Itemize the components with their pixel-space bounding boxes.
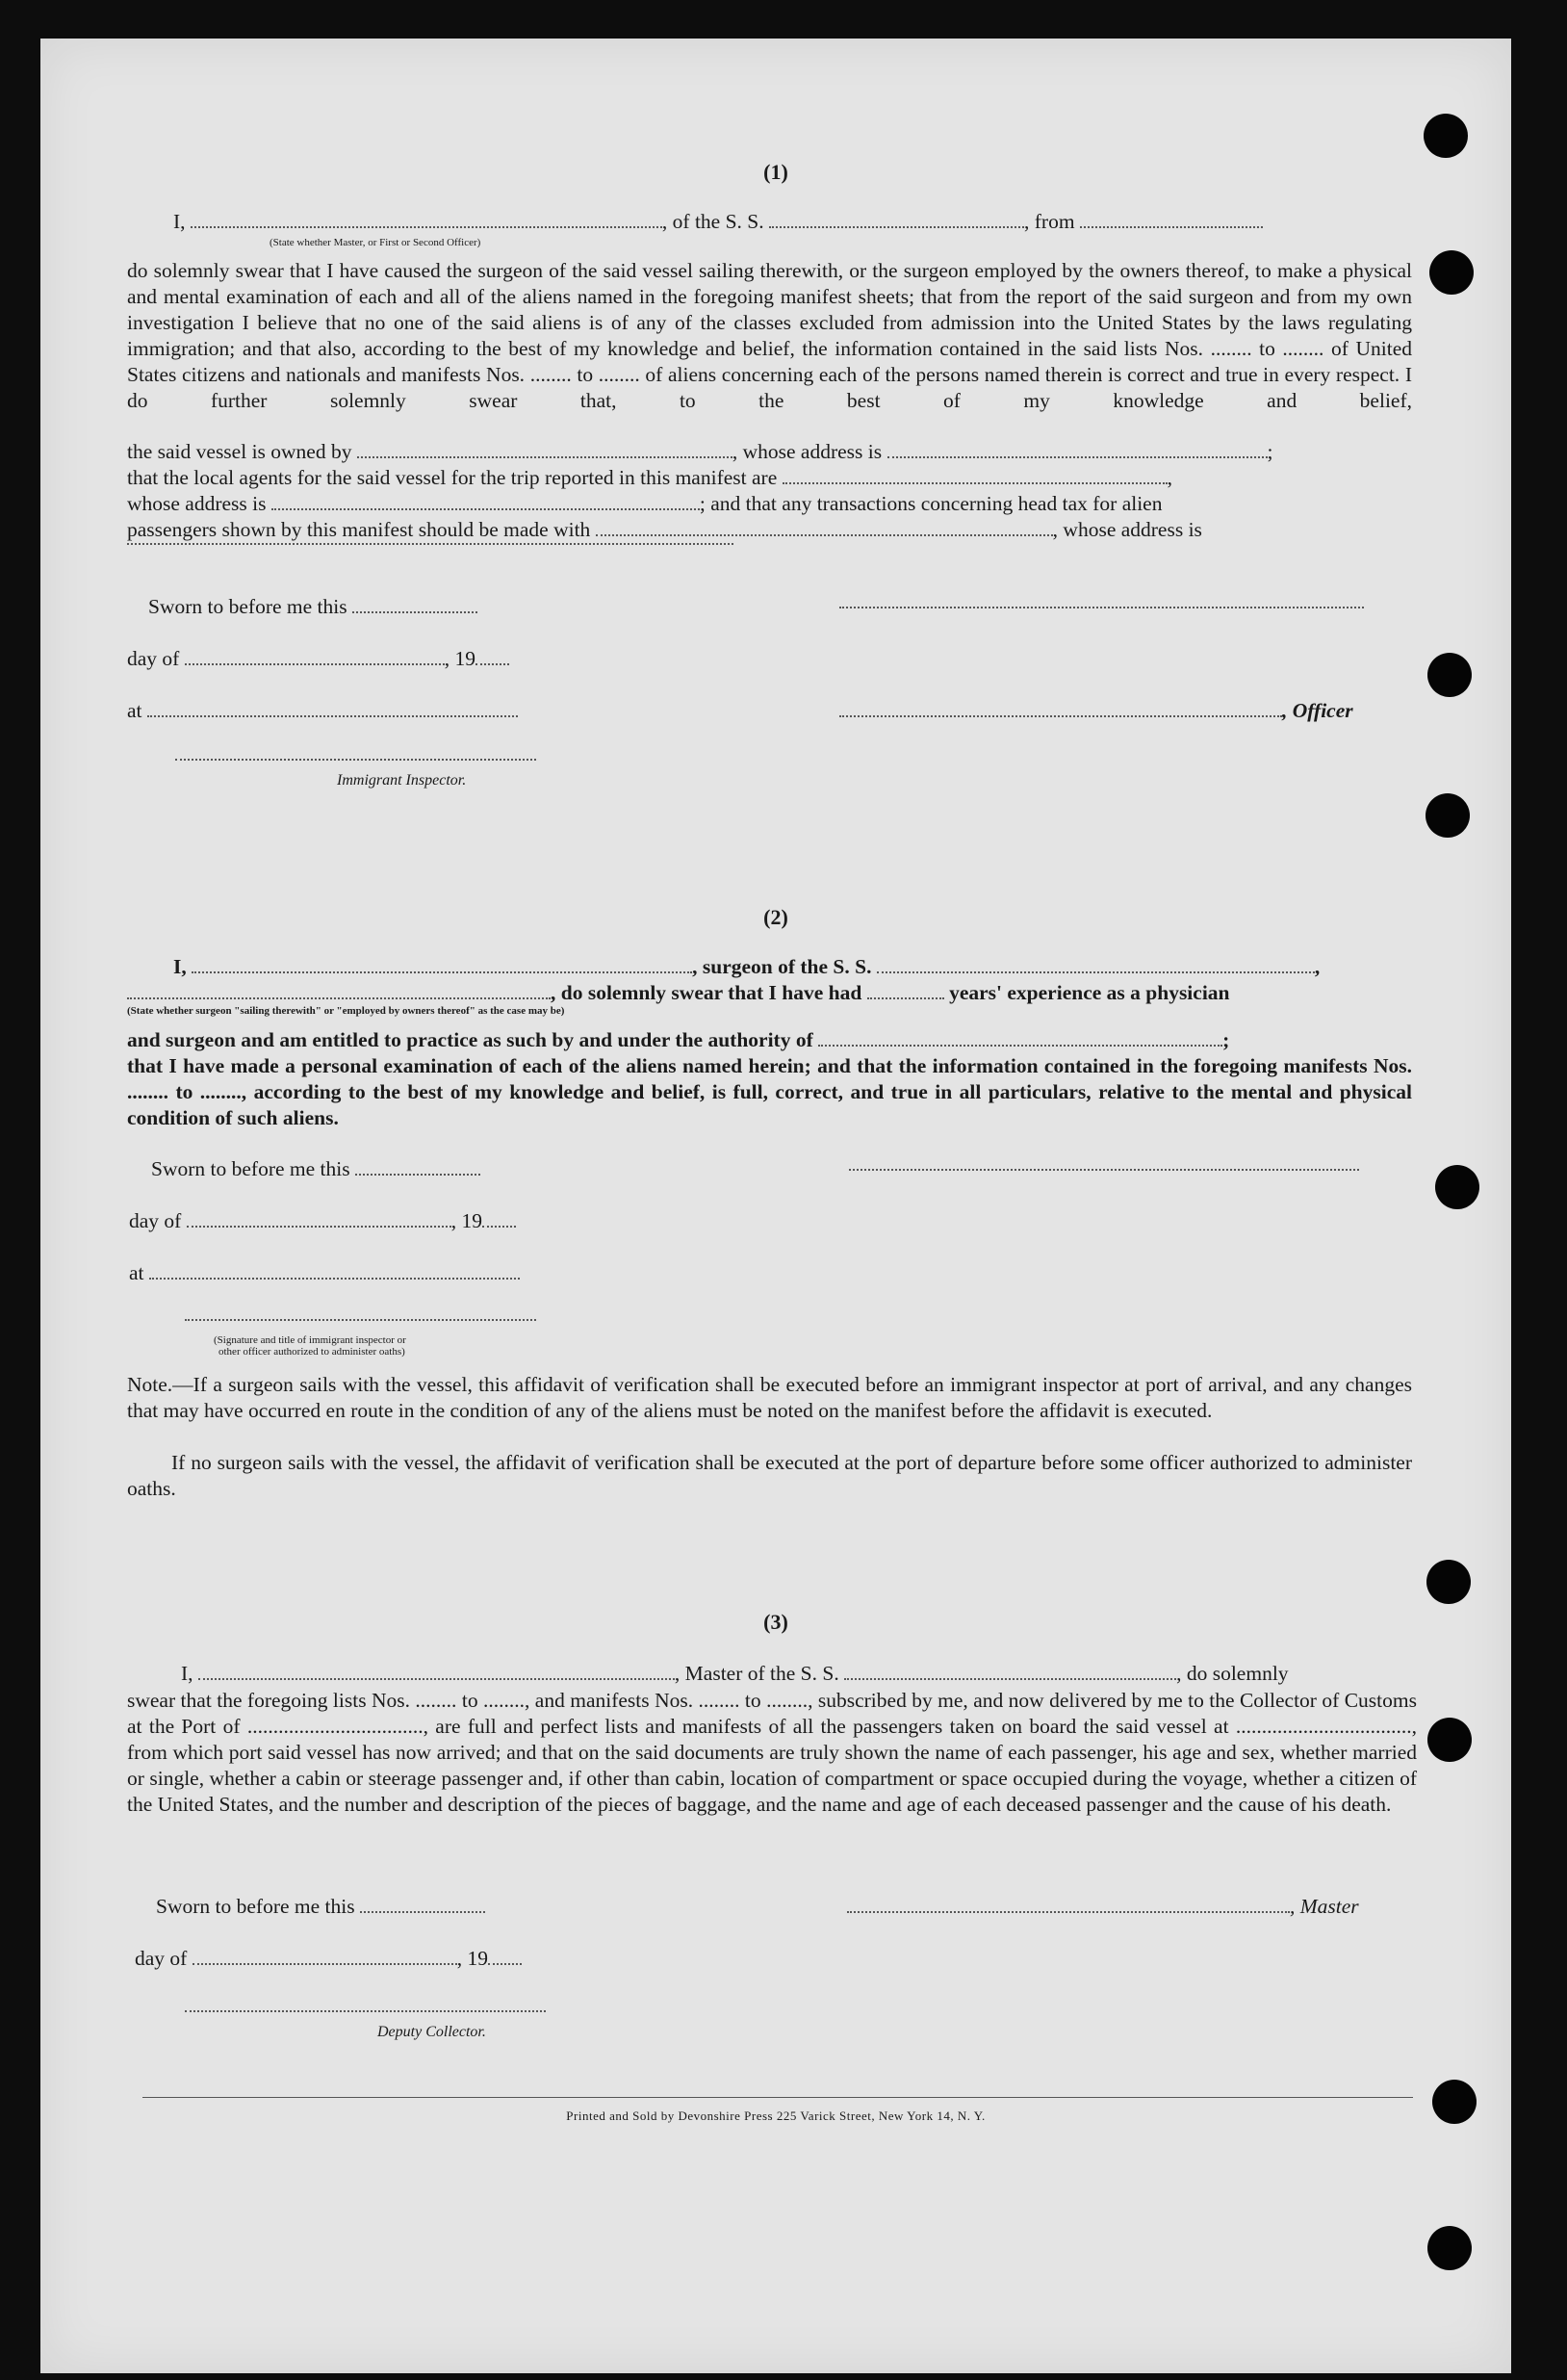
sig-caption-2: other officer authorized to administer oaths) xyxy=(218,1346,405,1358)
label: at xyxy=(129,1261,144,1284)
label: the said vessel is owned by xyxy=(127,440,352,463)
label: and surgeon and am entitled to practice as such by and under the authority of xyxy=(127,1028,813,1051)
punch-hole xyxy=(1426,793,1470,838)
punch-hole xyxy=(1427,1718,1472,1762)
inspector-label: Immigrant Inspector. xyxy=(337,772,467,789)
signature-line xyxy=(175,759,536,761)
blank-field xyxy=(783,467,1168,484)
punch-hole xyxy=(1426,1560,1471,1604)
label: whose address is xyxy=(127,492,267,515)
s3-sworn xyxy=(156,1895,485,1919)
blank-field xyxy=(887,441,1268,458)
s3-day xyxy=(135,1947,522,1971)
label: that the local agents for the said vessel for the trip reported in this manifest are xyxy=(127,466,778,489)
signature-line xyxy=(185,2010,546,2012)
label: , of the S. S. xyxy=(661,210,764,233)
blank-field xyxy=(360,1896,485,1913)
signature-line xyxy=(185,1319,536,1321)
blank-field xyxy=(769,211,1024,228)
section-number: (3) xyxy=(763,1610,788,1634)
s1-officer xyxy=(839,699,1353,723)
blank-field xyxy=(352,596,477,613)
blank-field xyxy=(193,1948,457,1965)
label: ; and that any transactions concerning head tax for alien xyxy=(699,492,1163,515)
punch-hole xyxy=(1429,250,1474,295)
s1-headtax-line xyxy=(127,492,1162,516)
label: , whose address is xyxy=(1052,518,1202,541)
punch-hole xyxy=(1424,114,1468,158)
label: , do solemnly swear that I have had xyxy=(551,981,862,1004)
blank-field xyxy=(596,519,1053,536)
blank-field xyxy=(877,956,1315,973)
label: day of xyxy=(127,647,180,670)
s1-agents-line: that the local agents for the said vessel for the trip reported in this manifest are , xyxy=(127,466,1172,489)
signature-line xyxy=(839,700,1282,717)
s2-body: that I have made a personal examination of each of the aliens named herein; and that the information contained in the foregoing manifests Nos. ........ to ........, according to the best of my knowledge and belief, is full, correct, and true in all particulars, relative to the mental and physical condition of such aliens. xyxy=(127,1054,1412,1129)
blank-field xyxy=(185,648,445,665)
label: day of xyxy=(129,1209,182,1232)
blank-field xyxy=(191,211,662,228)
signature-line xyxy=(847,1896,1290,1913)
label: , 19 xyxy=(450,1209,482,1232)
caption-master: (State whether Master, or First or Second Officer) xyxy=(270,237,481,248)
blank-field xyxy=(127,982,551,999)
label: Sworn to before me this xyxy=(156,1895,355,1918)
blank-field xyxy=(844,1663,1176,1680)
blank-field xyxy=(147,700,518,717)
s1-body: do solemnly swear that I have caused the surgeon of the said vessel sailing therewith, or the surgeon employed by the owners thereof, to make a physical and mental examination of each and all of the aliens named in the foregoing manifest sheets; that from the report of the said surgeon and from my own investigation I believe that no one of the said aliens is of any of the classes excluded from admission into the United States by the laws regulating immigration; and that also, according to the best of my knowledge and belief, the information contained in the said lists Nos. ........ to ........ of United States citizens and nationals and manifests Nos. ........ to ........ of aliens concerning each of the persons named therein is correct and true in every respect. I do further solemnly swear that, to the best of my knowledge and belief, xyxy=(127,259,1412,412)
label: , Officer xyxy=(1282,699,1353,722)
blank-field xyxy=(127,543,733,545)
section-number: (1) xyxy=(763,160,788,184)
s3-body: swear that the foregoing lists Nos. ........ to ........, and manifests Nos. ........ to ........, subscribed by me, and now delivered by me to the Collector of Customs at the Port of .................................., are full and perfect lists and manifests of all the passengers taken on board the said vessel at .................................., from which port said vessel has now arrived; and that on the said documents are truly shown the name of each passenger, his age and sex, whether married or single, whether a cabin or steerage passenger and, if other than cabin, location of compartment or space occupied during the voyage, whether a citizen of the United States, and the number and description of the pieces of baggage, and the name and age of each deceased passenger and the cause of his death. xyxy=(127,1689,1417,1816)
section-number: (2) xyxy=(763,905,788,929)
label: , whose address is xyxy=(732,440,883,463)
label: , surgeon of the S. S. xyxy=(692,955,872,978)
deputy-label: Deputy Collector. xyxy=(377,2024,486,2040)
blank-field xyxy=(482,1210,516,1228)
label: , 19 xyxy=(444,647,475,670)
blank-field xyxy=(357,441,732,458)
s3-line1 xyxy=(181,1662,1289,1686)
punch-hole xyxy=(1427,2226,1472,2270)
label: I, xyxy=(173,955,187,978)
s2-line2 xyxy=(127,981,1230,1005)
s1-day xyxy=(127,647,509,671)
label: I, xyxy=(173,210,186,233)
s2-line1: I, , surgeon of the S. S. , xyxy=(173,955,1321,978)
s2-day xyxy=(129,1209,516,1233)
caption-surgeon: (State whether surgeon "sailing therewith" or "employed by owners thereof" as the case may be) xyxy=(127,1005,565,1017)
label: Sworn to before me this xyxy=(151,1157,350,1180)
blank-field xyxy=(198,1663,675,1680)
blank-field xyxy=(149,1262,520,1280)
s1-at xyxy=(127,699,518,723)
label: , from xyxy=(1024,210,1075,233)
s1-sworn xyxy=(148,595,477,619)
s1-line-master xyxy=(173,210,1263,234)
blank-field xyxy=(1080,211,1263,228)
footer-rule xyxy=(142,2097,1413,2098)
document-page xyxy=(40,39,1511,2373)
signature-line xyxy=(849,1169,1359,1171)
s3-master xyxy=(847,1895,1359,1919)
note: Note.—If a surgeon sails with the vessel, this affidavit of verification shall be executed before an immigrant inspector at port of arrival, and any changes that may have occurred en route in the condition of any of the aliens must be noted on the manifest before the affidavit is executed. xyxy=(127,1373,1412,1422)
blank-field xyxy=(818,1029,1222,1047)
label: at xyxy=(127,699,142,722)
signature-line xyxy=(839,607,1364,608)
blank-field xyxy=(187,1210,451,1228)
punch-hole xyxy=(1427,653,1472,697)
blank-field xyxy=(271,493,700,510)
label: , do solemnly xyxy=(1176,1662,1289,1685)
printer-credit: Printed and Sold by Devonshire Press 225 Varick Street, New York 14, N. Y. xyxy=(566,2108,986,2123)
s2-sworn xyxy=(151,1157,480,1181)
label: passengers shown by this manifest should be made with xyxy=(127,518,591,541)
sig-caption-1: (Signature and title of immigrant inspector or xyxy=(214,1334,406,1346)
punch-hole xyxy=(1435,1165,1479,1209)
label: day of xyxy=(135,1947,188,1970)
s1-owned-line: the said vessel is owned by , whose address is ; xyxy=(127,440,1273,463)
blank-field xyxy=(867,982,944,999)
label: , 19 xyxy=(456,1947,488,1970)
label: Sworn to before me this xyxy=(148,595,347,618)
blank-field xyxy=(355,1158,480,1176)
label: , Master of the S. S. xyxy=(674,1662,839,1685)
label: , Master xyxy=(1290,1895,1359,1918)
label: I, xyxy=(181,1662,193,1685)
label: years' experience as a physician xyxy=(949,981,1230,1004)
s2-entitled: and surgeon and am entitled to practice as such by and under the authority of ; xyxy=(127,1028,1230,1051)
blank-field xyxy=(488,1948,522,1965)
blank-field xyxy=(192,956,692,973)
s2-at xyxy=(129,1261,520,1285)
blank-field xyxy=(475,648,509,665)
note-2: If no surgeon sails with the vessel, the affidavit of verification shall be executed at the port of departure before some officer authorized to administer oaths. xyxy=(127,1451,1412,1500)
s1-passengers-line xyxy=(127,518,1202,542)
